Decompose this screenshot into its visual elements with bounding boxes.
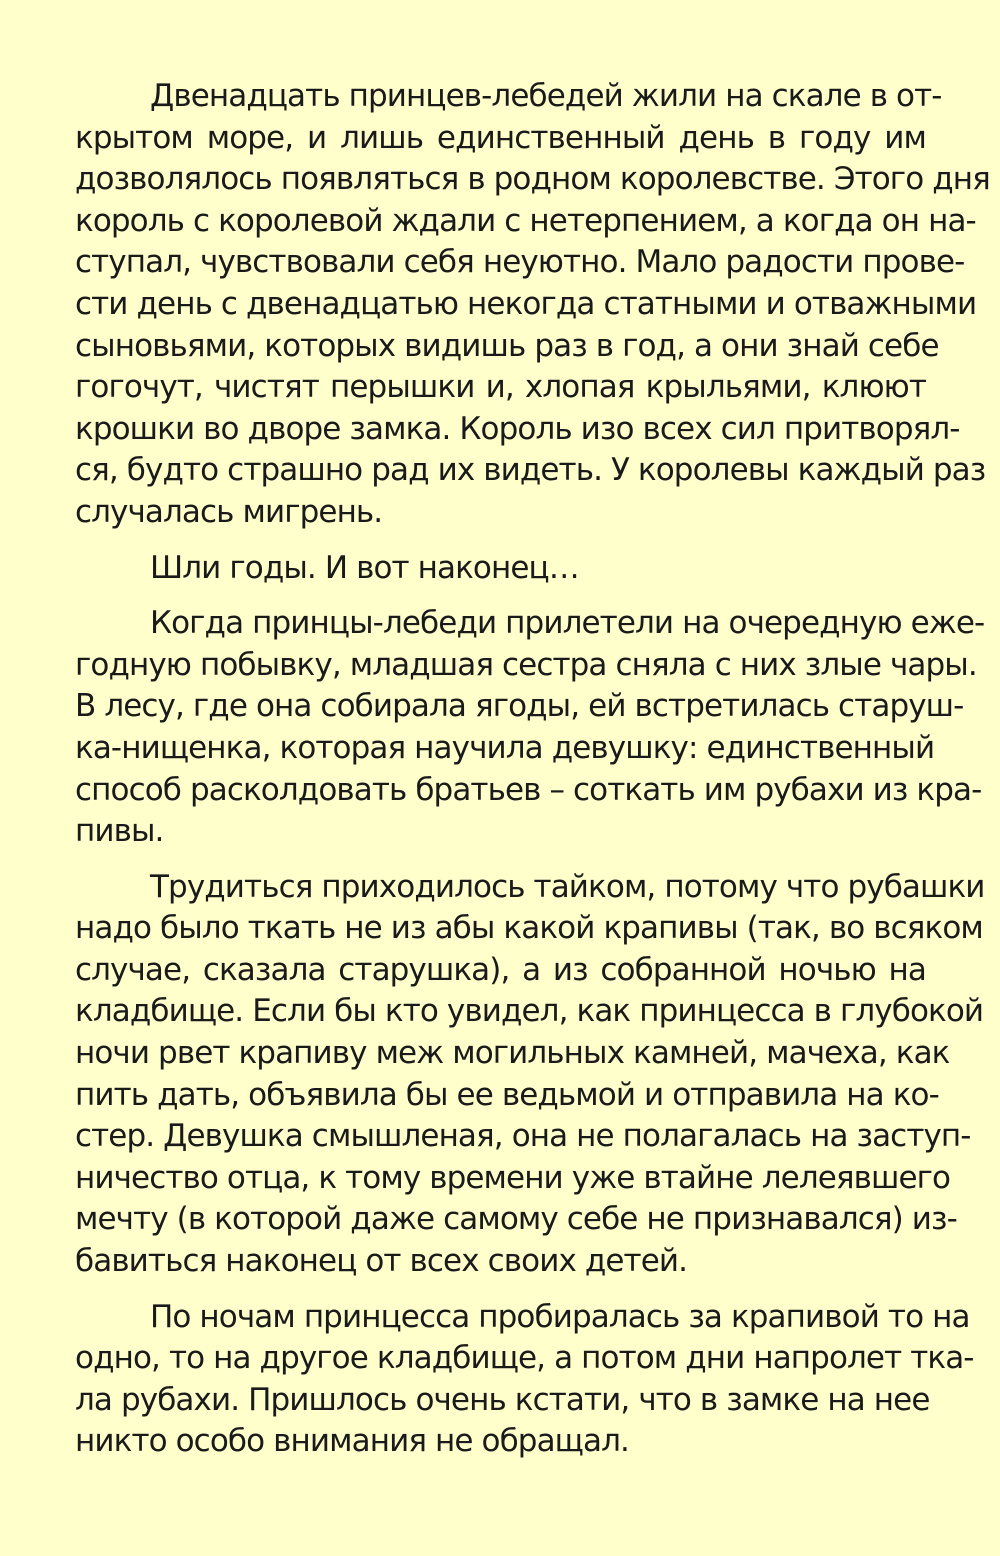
paragraph-2 [75, 548, 926, 590]
paragraph-1 [75, 76, 990, 534]
text-line: надо было ткать не из абы какой крапивы (так, во всяком [75, 910, 983, 947]
text-line: ся, будто страшно рад их видеть. У королевы каждый раз [75, 452, 986, 489]
text-line: крытом море, и лишь единственный день в году им [75, 119, 926, 156]
text-line: ка-нищенка, которая научила девушку: единственный [75, 729, 935, 766]
text-line: Двенадцать принцев-лебедей жили на скале в от- [150, 78, 942, 114]
paragraph-3 [75, 603, 985, 853]
paragraph-4 [75, 867, 985, 1283]
text-line: В лесу, где она собирала ягоды, ей встретилась старуш- [75, 688, 964, 725]
paragraph-5 [75, 1297, 974, 1463]
text-line: Трудиться приходилось тайком, потому что рубашки [150, 868, 985, 905]
text-line: случалась мигрень. [75, 493, 383, 530]
text-line: способ расколдовать братьев – соткать им рубахи из кра- [75, 771, 982, 808]
text-line: король с королевой ждали с нетерпением, а когда он на- [75, 202, 976, 239]
text-line: ступал, чувствовали себя неуютно. Мало радости прове- [75, 244, 965, 281]
text-line: гогочут, чистят перышки и, хлопая крыльями, клюют [75, 369, 926, 406]
text-line: ничество отца, к тому времени уже втайне лелеявшего [75, 1159, 951, 1196]
text-line: случае, сказала старушка), а из собранной ночью на [75, 951, 926, 988]
text-line: пить дать, объявила бы ее ведьмой и отправила на ко- [75, 1076, 939, 1113]
text-line: сыновьями, которых видишь раз в год, а они знай себе [75, 327, 939, 364]
text-line: бавиться наконец от всех своих детей. [75, 1243, 688, 1280]
text-line: Когда принцы-лебеди прилетели на очередную еже- [150, 605, 985, 642]
text-line: пивы. [75, 813, 164, 850]
text-line: одно, то на другое кладбище, а потом дни напролет тка- [75, 1340, 974, 1377]
text-line: стер. Девушка смышленая, она не полагалась на заступ- [75, 1118, 971, 1155]
text-line: кладбище. Если бы кто увидел, как принцесса в глубокой [75, 993, 984, 1030]
text-line: ла рубахи. Пришлось очень кстати, что в замке на нее [75, 1381, 930, 1418]
text-line: ночи рвет крапиву меж могильных камней, мачеха, как [75, 1035, 950, 1072]
text-line: Шли годы. И вот наконец… [150, 549, 579, 586]
text-line: годную побывку, младшая сестра сняла с них злые чары. [75, 646, 977, 683]
text-line: сти день с двенадцатью некогда статными и отважными [75, 285, 977, 322]
text-line: крошки во дворе замка. Король изо всех сил притворял- [75, 410, 960, 447]
text-line: никто особо внимания не обращал. [75, 1423, 629, 1460]
text-line: дозволялось появляться в родном королевстве. Этого дня [75, 161, 990, 198]
text-line: По ночам принцесса пробиралась за крапивой то на [150, 1298, 970, 1335]
text-line: мечту (в которой даже самому себе не признавался) из- [75, 1201, 957, 1238]
